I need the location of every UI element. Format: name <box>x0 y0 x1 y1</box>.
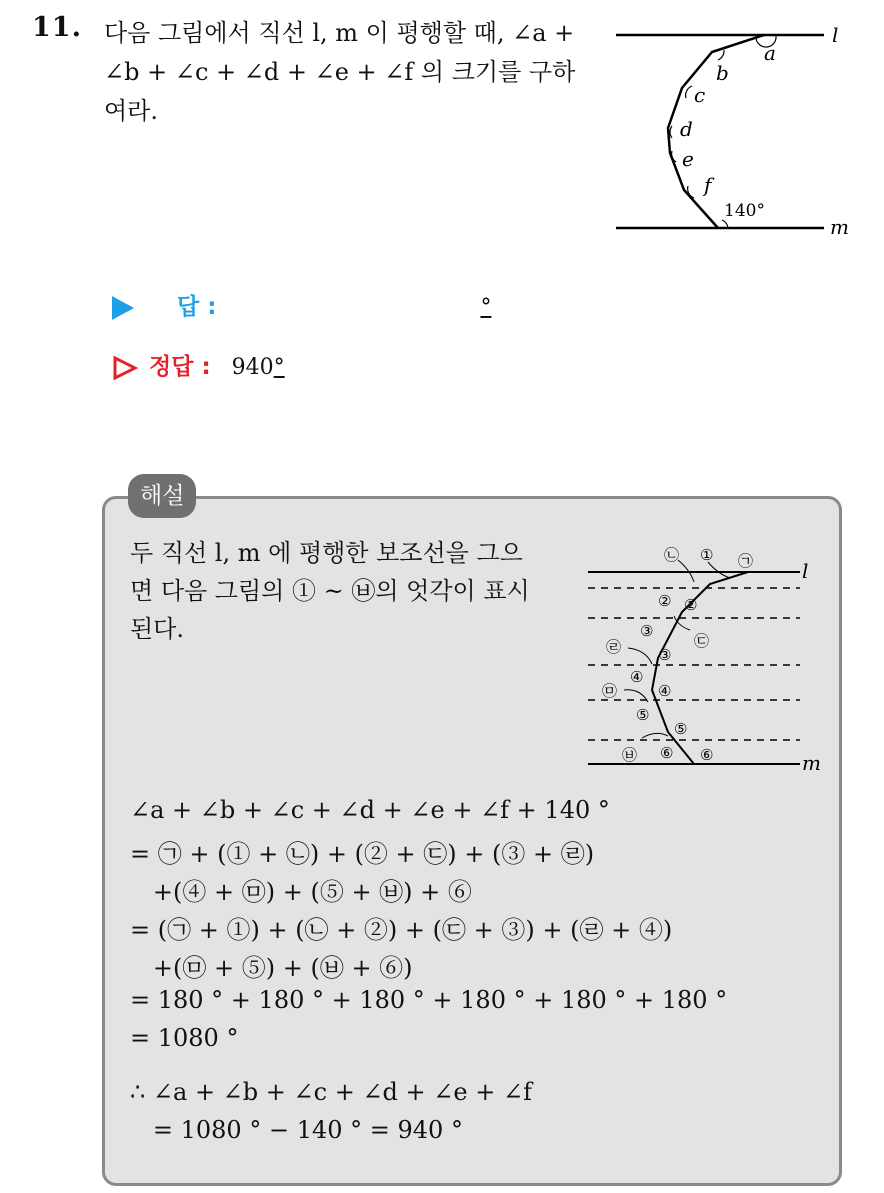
solution-intro-line-2: 면 다음 그림의 ① ~ ㉥의 엇각이 표시 <box>130 577 530 605</box>
figure-parallel-lines <box>606 8 856 240</box>
equation-line-4: = (㉠ + ①) + (㉡ + ②) + (㉢ + ③) + (㉣ + ④) <box>130 916 673 944</box>
correct-unit: ° <box>273 355 285 380</box>
label-b: b <box>716 61 729 85</box>
answer-label: 답 : <box>177 294 217 320</box>
solution-intro-line-3: 된다. <box>130 615 184 643</box>
mark-c4-right: ④ <box>658 682 672 700</box>
equation-line-5: +(㉤ + ⑤) + (㉥ + ⑥) <box>130 954 413 982</box>
mark-k5: ㉤ <box>602 682 618 700</box>
label-140: 140° <box>724 201 765 221</box>
label-f: f <box>704 173 712 197</box>
solution-intro <box>130 534 570 648</box>
mark-k6: ㉥ <box>622 746 638 764</box>
mark-c3-left: ③ <box>640 622 654 640</box>
label-d: d <box>680 117 693 141</box>
equation-line-7: = 1080 ° <box>130 1024 239 1052</box>
question-number: 11. <box>32 12 82 43</box>
equation-line-9: = 1080 ° − 140 ° = 940 ° <box>130 1116 463 1144</box>
mark-c2-right: ② <box>684 596 698 614</box>
question-line-1: 다음 그림에서 직선 l, m 이 평행할 때, ∠a + <box>104 19 575 47</box>
label-c: c <box>694 83 706 107</box>
play-icon <box>112 296 134 320</box>
equation-line-2: = ㉠ + (① + ㉡) + (② + ㉢) + (③ + ㉣) <box>130 840 595 868</box>
label-l: l <box>832 23 839 47</box>
aux-label-l: l <box>802 559 809 583</box>
mark-c5-left: ⑤ <box>636 706 650 724</box>
solution-intro-line-1: 두 직선 l, m 에 평행한 보조선을 그으 <box>130 539 523 567</box>
equation-line-1: ∠a + ∠b + ∠c + ∠d + ∠e + ∠f + 140 ° <box>130 796 610 824</box>
mark-k4: ㉣ <box>606 638 622 656</box>
solution-tag: 해설 <box>128 474 196 518</box>
aux-label-m: m <box>802 751 821 775</box>
mark-c3-right: ③ <box>658 646 672 664</box>
answer-unit: ° <box>480 295 492 320</box>
answer-row <box>112 288 491 321</box>
mark-c4-left: ④ <box>630 668 644 686</box>
outline-play-icon <box>112 355 138 381</box>
correct-answer-row <box>112 348 285 381</box>
equation-line-3: +(④ + ㉤) + (⑤ + ㉥) + ⑥ <box>130 878 472 906</box>
label-e: e <box>682 147 694 171</box>
correct-label: 정답 : <box>149 354 211 380</box>
mark-c6-right: ⑥ <box>700 746 714 764</box>
equation-line-8: ∴ ∠a + ∠b + ∠c + ∠d + ∠e + ∠f <box>130 1078 532 1106</box>
correct-value: 940 <box>231 355 274 380</box>
question-line-2: ∠b + ∠c + ∠d + ∠e + ∠f 의 크기를 구하여라. <box>104 58 576 125</box>
label-m: m <box>830 215 849 239</box>
label-a: a <box>764 41 776 65</box>
figure-auxiliary-lines <box>578 540 868 780</box>
question-text <box>104 14 594 131</box>
mark-c6-left: ⑥ <box>660 744 674 762</box>
mark-k3: ㉢ <box>694 632 710 650</box>
mark-k2: ㉡ <box>664 546 680 564</box>
mark-c2-left: ② <box>658 592 672 610</box>
mark-c1-top: ① <box>700 546 714 564</box>
equation-line-6: = 180 ° + 180 ° + 180 ° + 180 ° + 180 ° + 180 ° <box>130 986 728 1014</box>
mark-k1: ㉠ <box>738 552 754 570</box>
mark-c5-right: ⑤ <box>674 720 688 738</box>
